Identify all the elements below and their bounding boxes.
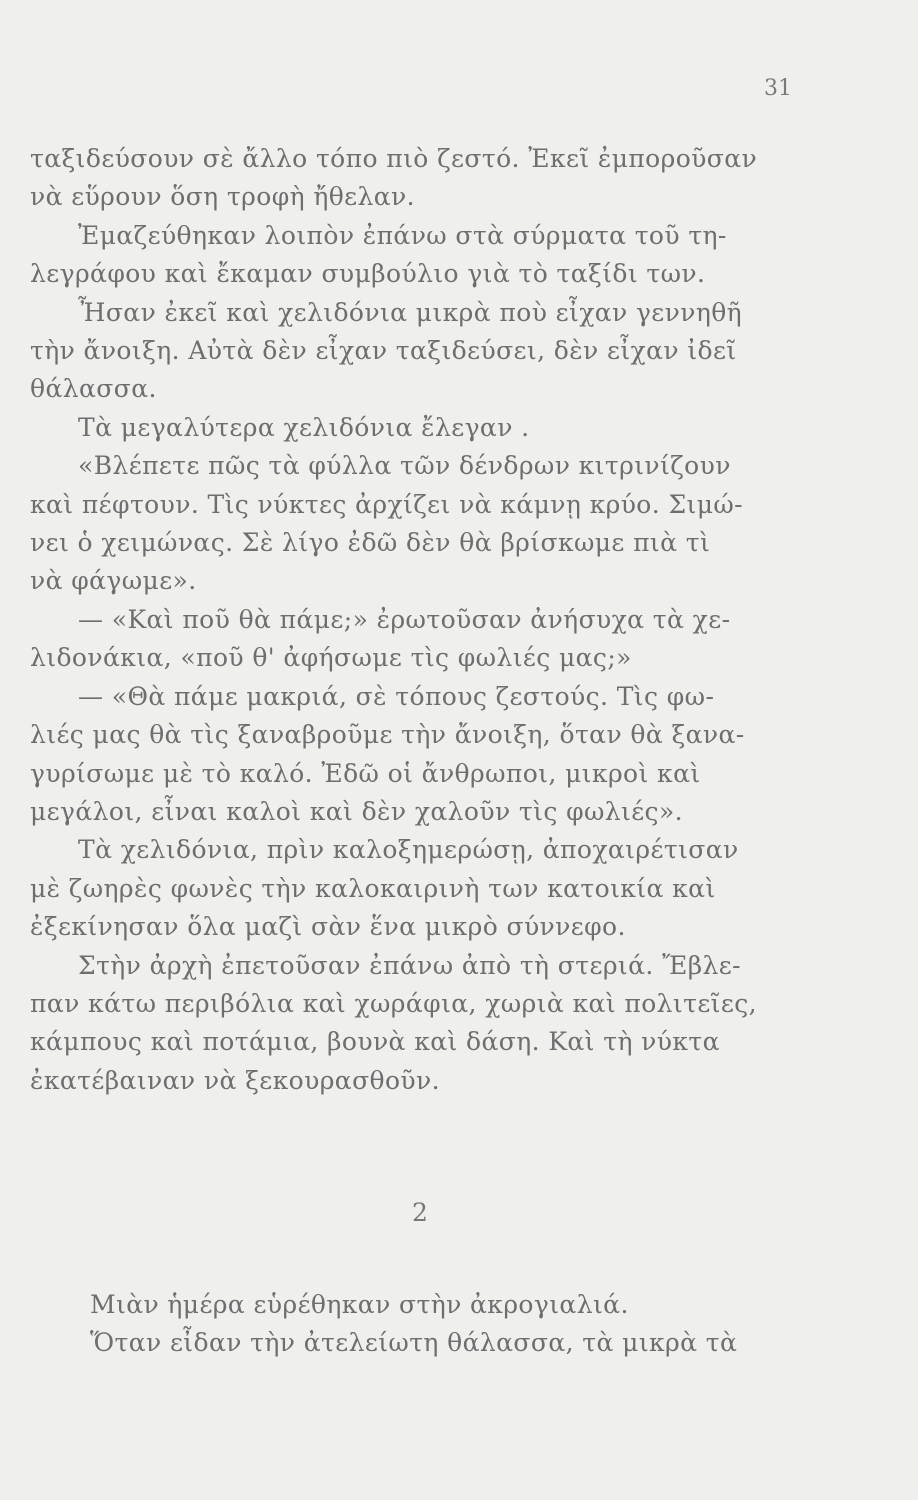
text-line: Τὰ χελιδόνια, πρὶν καλοξημερώσῃ, ἀποχαιρέτισαν [78, 835, 739, 865]
text-line: κάμπους καὶ ποτάμια, βουνὰ καὶ δάση. Καὶ τὴ νύκτα [30, 1027, 720, 1057]
text-line: Μιὰν ἡμέρα εὑρέθηκαν στὴν ἀκρογιαλιά. [90, 1290, 629, 1319]
text-line: Τὰ μεγαλύτερα χελιδόνια ἔλεγαν . [78, 412, 530, 442]
text-line: λιδονάκια, «ποῦ θ' ἀφήσωμε τὶς φωλιές μας;» [30, 643, 632, 673]
text-line: ἐξεκίνησαν ὅλα μαζὶ σὰν ἕνα μικρὸ σύννεφο. [30, 912, 626, 942]
body-text [30, 140, 792, 1100]
text-line: Ὅταν εἶδαν τὴν ἀτελείωτη θάλασσα, τὰ μικρὰ τὰ [90, 1328, 738, 1358]
text-line: Ἐμαζεύθηκαν λοιπὸν ἐπάνω στὰ σύρματα τοῦ τη- [78, 220, 727, 250]
text-line: τὴν ἄνοιξη. Αὐτὰ δὲν εἶχαν ταξιδεύσει, δὲν εἶχαν ἰδεῖ [30, 336, 737, 366]
text-line: λεγράφου καὶ ἔκαμαν συμβούλιο γιὰ τὸ ταξίδι των. [30, 259, 706, 289]
text-line: λιές μας θὰ τὶς ξαναβροῦμε τὴν ἄνοιξη, ὅταν θὰ ξανα- [30, 720, 745, 750]
text-line: νει ὁ χειμώνας. Σὲ λίγο ἐδῶ δὲν θὰ βρίσκωμε πιὰ τὶ [30, 528, 711, 558]
text-line: μὲ ζωηρὲς φωνὲς τὴν καλοκαιρινὴ των κατοικία καὶ [30, 873, 716, 903]
text-line: παν κάτω περιβόλια καὶ χωράφια, χωριὰ καὶ πολιτεῖες, [30, 988, 757, 1018]
text-line: «Βλέπετε πῶς τὰ φύλλα τῶν δένδρων κιτρινίζουν [78, 451, 731, 481]
text-line: γυρίσωμε μὲ τὸ καλό. Ἐδῶ οἱ ἄνθρωποι, μικροὶ καὶ [30, 758, 701, 788]
text-line: καὶ πέφτουν. Τὶς νύκτες ἀρχίζει νὰ κάμνῃ κρύο. Σιμώ- [30, 489, 743, 519]
text-line: ταξιδεύσουν σὲ ἄλλο τόπο πιὸ ζεστό. Ἐκεῖ ἐμποροῦσαν [30, 144, 758, 173]
tail-text [30, 1286, 820, 1363]
text-line: Ἦσαν ἐκεῖ καὶ χελιδόνια μικρὰ ποὺ εἶχαν γεννηθῆ [78, 297, 743, 327]
text-line: μεγάλοι, εἶναι καλοὶ καὶ δὲν χαλοῦν τὶς φωλιές». [30, 796, 684, 826]
section-number: 2 [412, 1198, 428, 1227]
text-line: νὰ εὕρουν ὅση τροφὴ ἤθελαν. [30, 182, 415, 212]
text-line: Στὴν ἀρχὴ ἐπετοῦσαν ἐπάνω ἀπὸ τὴ στεριά. Ἔβλε- [78, 950, 742, 980]
text-line: — «Καὶ ποῦ θὰ πάμε;» ἐρωτοῦσαν ἀνήσυχα τὰ χε- [78, 604, 731, 634]
text-line: ἐκατέβαιναν νὰ ξεκουρασθοῦν. [30, 1065, 440, 1095]
text-line: θάλασσα. [30, 374, 157, 404]
text-line: νὰ φάγωμε». [30, 566, 197, 596]
text-line: — «Θὰ πάμε μακριά, σὲ τόπους ζεστούς. Τὶς φω- [78, 681, 715, 711]
page-number: 31 [764, 76, 792, 101]
